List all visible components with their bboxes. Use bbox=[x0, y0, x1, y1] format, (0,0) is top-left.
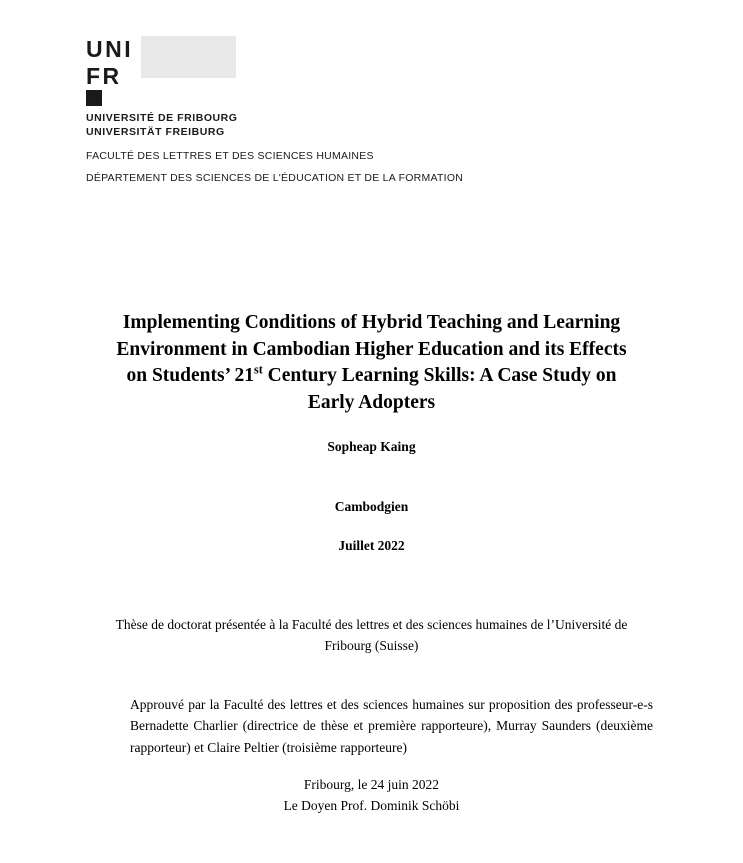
institution-name-fr: UNIVERSITÉ DE FRIBOURG bbox=[86, 112, 238, 124]
faculty-name: FACULTÉ DES LETTRES ET DES SCIENCES HUMAINES bbox=[86, 150, 374, 162]
author-name: Sopheap Kaing bbox=[327, 439, 416, 454]
approval-statement: Approuvé par la Faculté des lettres et des sciences humaines sur proposition des professeur-e-s Bernadette Charlier (directrice de thèse et première rapporteure), Murray Saunders (deuxième rapporteur) et Claire Peltier (troisième rapporteure) bbox=[130, 697, 653, 755]
logo-text-fr: FR bbox=[86, 63, 122, 89]
logo-square-icon bbox=[86, 90, 102, 106]
title-superscript: st bbox=[254, 362, 263, 377]
department-name: DÉPARTEMENT DES SCIENCES DE L'ÉDUCATION ET DE LA FORMATION bbox=[86, 171, 464, 184]
faculty-department-block bbox=[86, 146, 666, 189]
signature-block bbox=[110, 775, 633, 817]
thesis-statement: Thèse de doctorat présentée à la Faculté des lettres et des sciences humaines de l’Université de Fribourg (Suisse) bbox=[115, 617, 628, 653]
title-part-2: Century Learning Skills: A Case Study on Early Adopters bbox=[262, 365, 617, 413]
institution-name-de: UNIVERSITÄT FREIBURG bbox=[86, 125, 225, 138]
university-logo-block bbox=[86, 36, 506, 140]
author-nationality: Cambodgien bbox=[334, 499, 409, 514]
logo-grey-box bbox=[141, 36, 236, 78]
publication-date: Juillet 2022 bbox=[338, 538, 405, 553]
unifr-logo-mark bbox=[86, 36, 236, 106]
logo-text-uni: UNI bbox=[86, 36, 134, 62]
signature-dean: Le Doyen Prof. Dominik Schöbi bbox=[283, 797, 460, 813]
institution-names bbox=[86, 112, 506, 140]
title-part-1: Implementing Conditions of Hybrid Teaching and Learning Environment in Cambodian Higher Education and its Effects on Students’ 21 bbox=[116, 312, 627, 387]
page-title bbox=[110, 310, 633, 416]
signature-place-date: Fribourg, le 24 juin 2022 bbox=[303, 777, 440, 792]
